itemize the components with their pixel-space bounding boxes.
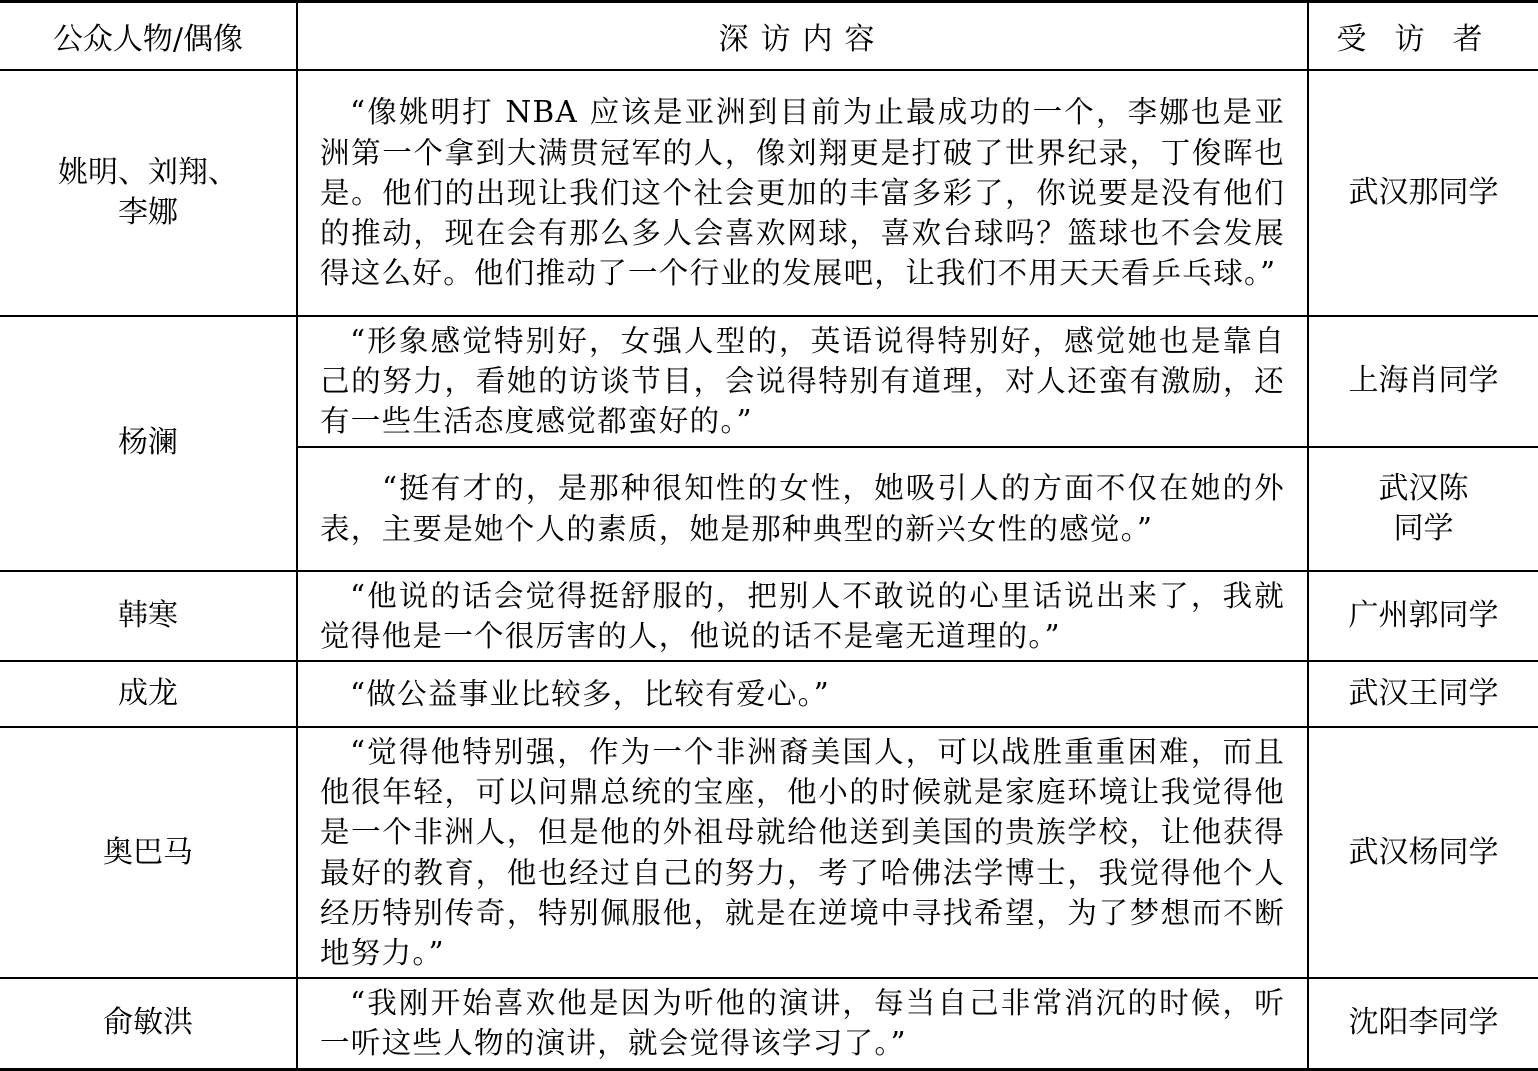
- content-cell: [297, 447, 1308, 571]
- respondent-name: 武汉王同学: [1348, 676, 1499, 712]
- respondent-name: 沈阳李同学: [1348, 1005, 1499, 1041]
- respondent-name: 武汉那同学: [1348, 175, 1499, 210]
- respondent-cell: [1308, 978, 1538, 1069]
- content-cell: [297, 571, 1308, 661]
- table-header-row: [0, 2, 1538, 71]
- table-row: [0, 727, 1538, 978]
- person-name: 成龙: [118, 676, 178, 712]
- person-cell: [0, 70, 297, 316]
- content-cell: [297, 70, 1308, 316]
- table-row: [0, 978, 1538, 1069]
- table-row: [0, 316, 1538, 447]
- person-name: 俞敏洪: [103, 1005, 193, 1041]
- person-cell: [0, 661, 297, 727]
- respondent-cell: [1308, 661, 1538, 727]
- respondent-name: 广州郭同学: [1348, 597, 1499, 633]
- table-row: [0, 661, 1538, 727]
- header-content: 深访内容: [297, 2, 1308, 71]
- person-cell: [0, 727, 297, 978]
- content-cell: [297, 978, 1308, 1069]
- person-name: 奥巴马: [103, 834, 193, 870]
- respondent-name: 上海肖同学: [1348, 363, 1499, 399]
- respondent-name: 武汉陈同学: [1378, 470, 1469, 546]
- respondent-cell: [1308, 447, 1538, 571]
- person-name: 姚明、刘翔、李娜: [58, 155, 238, 230]
- interview-quote: “做公益事业比较多，比较有爱心。”: [350, 676, 831, 711]
- respondent-cell: [1308, 727, 1538, 978]
- person-name: 韩寒: [118, 597, 178, 633]
- table-row: [0, 70, 1538, 316]
- interview-quote: “像姚明打 NBA 应该是亚洲到目前为止最成功的一个，李娜也是亚洲第一个拿到大满贯冠军的人，像刘翔更是打破了世界纪录，丁俊晖也是。他们的出现让我们这个社会更加的丰富多彩了，你说要是没有他们的推动，现在会有那么多人会喜欢网球，喜欢台球吗？篮球也不会发展得这么好。他们推动了一个行业的发展吧，让我们不用天天看乒乓球。”: [320, 95, 1285, 291]
- respondent-cell: [1308, 316, 1538, 447]
- person-cell: [0, 571, 297, 661]
- person-cell: [0, 316, 297, 571]
- respondent-cell: [1308, 70, 1538, 316]
- respondent-cell: [1308, 571, 1538, 661]
- header-respondent: 受访者: [1308, 2, 1538, 71]
- table-row: [0, 571, 1538, 661]
- content-cell: [297, 727, 1308, 978]
- respondent-name: 武汉杨同学: [1348, 834, 1499, 870]
- person-cell: [0, 978, 297, 1069]
- interview-quote: “挺有才的，是那种很知性的女性，她吸引人的方面不仅在她的外表，主要是她个人的素质，她是那种典型的新兴女性的感觉。”: [320, 471, 1285, 546]
- interview-quote: “形象感觉特别好，女强人型的，英语说得特别好，感觉她也是靠自己的努力，看她的访谈节目，会说得特别有道理，对人还蛮有激励，还有一些生活态度感觉都蛮好的。”: [320, 324, 1285, 439]
- header-person: 公众人物/偶像: [0, 2, 297, 71]
- interview-quote: “他说的话会觉得挺舒服的，把别人不敢说的心里话说出来了，我就觉得他是一个很厉害的人，他说的话不是毫无道理的。”: [320, 578, 1285, 653]
- content-cell: [297, 316, 1308, 447]
- interview-quote: “我刚开始喜欢他是因为听他的演讲，每当自己非常消沉的时候，听一听这些人物的演讲，就会觉得该学习了。”: [320, 986, 1285, 1061]
- person-name: 杨澜: [118, 425, 178, 461]
- interview-quote: “觉得他特别强，作为一个非洲裔美国人，可以战胜重重困难，而且他很年轻，可以问鼎总统的宝座，他小的时候就是家庭环境让我觉得他是一个非洲人，但是他的外祖母就给他送到美国的贵族学校，让他获得最好的教育，他也经过自己的努力，考了哈佛法学博士，我觉得他个人经历特别传奇，特别佩服他，就是在逆境中寻找希望，为了梦想而不断地努力。”: [320, 735, 1285, 971]
- content-cell: [297, 661, 1308, 727]
